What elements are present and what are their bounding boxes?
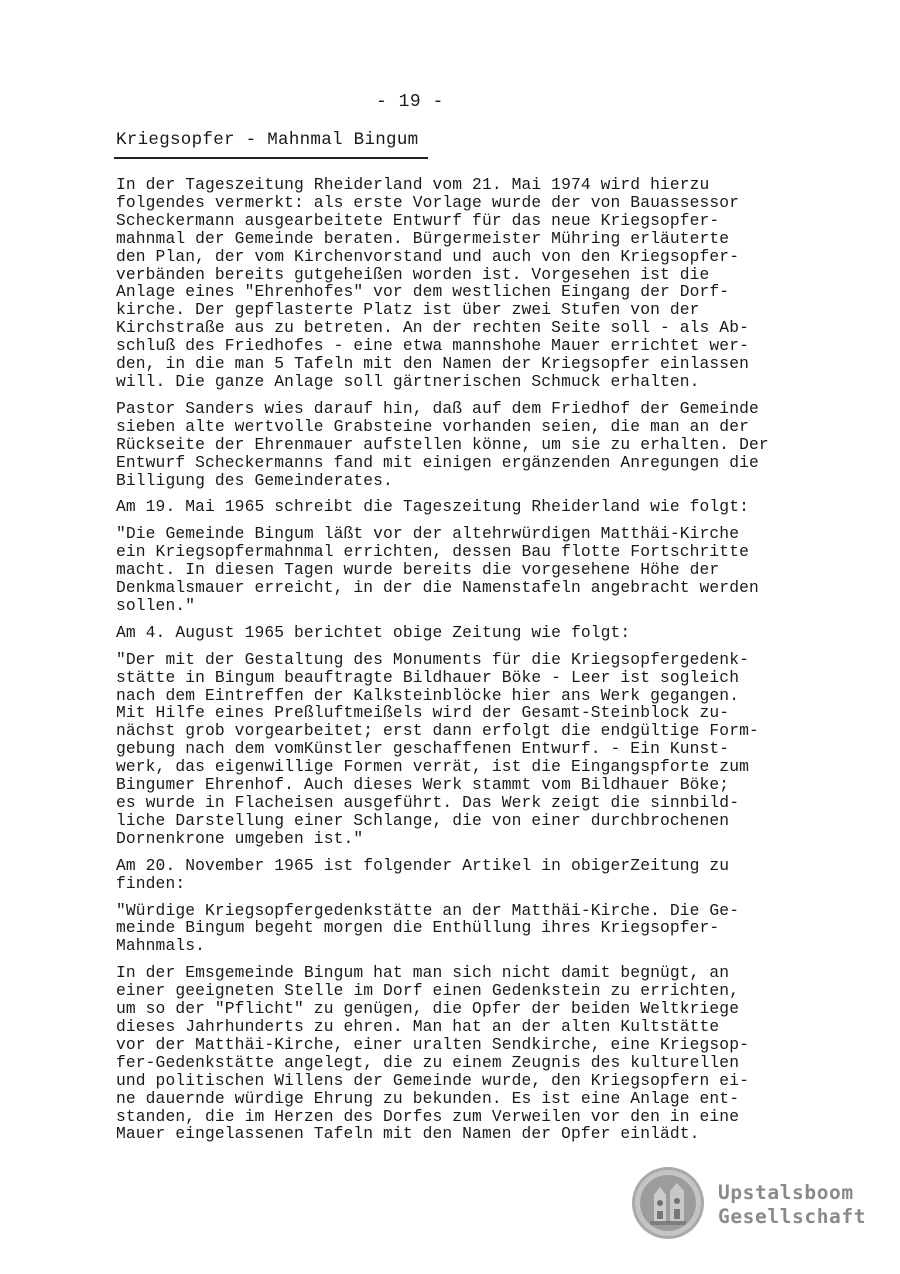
heading-underline xyxy=(114,157,428,159)
seal-icon xyxy=(630,1165,706,1241)
watermark-text xyxy=(718,1181,866,1229)
upstalsboom-watermark xyxy=(630,1163,892,1243)
paragraph-8: "Würdige Kriegsopfergedenkstätte an der Matthäi-Kirche. Die Ge- meinde Bingum begeht morgen die Enthüllung ihres Kriegsopfer- Mahnmals. xyxy=(116,900,740,956)
body-text xyxy=(116,176,816,1152)
page-heading: Kriegsopfer - Mahnmal Bingum xyxy=(116,130,419,150)
paragraph-1: In der Tageszeitung Rheiderland vom 21. Mai 1974 wird hierzu folgendes vermerkt: als erste Vorlage wurde der von Bauassessor Scheckermann ausgearbeitete Entwurf für das neue Kriegsopfer- mahnmal der Gemeinde beraten. Bürgermeister Mühring erläuterte den Plan, der vom Kirchenvorstand und auch von den Kriegsopfer- verbänden bereits gutgeheißen worden ist. Vorgesehen ist die Anlage eines "Ehrenhofes" vor dem westlichen Eingang der Dorf- kirche. Der gepflasterte Platz ist über zwei Stufen von der Kirchstraße aus zu betreten. An der rechten Seite soll - als Ab- schluß des Friedhofes - eine etwa mannshohe Mauer errichtet wer- den, in die man 5 Tafeln mit den Namen der Kriegsopfer einlassen will. Die ganze Anlage soll gärtnerischen Schmuck erhalten. xyxy=(116,175,749,391)
paragraph-5: Am 4. August 1965 berichtet obige Zeitung wie folgt: xyxy=(116,622,631,642)
watermark-line-1: Upstalsboom xyxy=(718,1181,854,1204)
page-number: - 19 - xyxy=(376,92,444,112)
paragraph-6: "Der mit der Gestaltung des Monuments für die Kriegsopfergedenk- stätte in Bingum beauftragte Bildhauer Böke - Leer ist sogleich nach dem Eintreffen der Kalksteinblöcke hier ans Werk gegangen. Mit Hilfe eines Preßluftmeißels wird der Gesamt-Steinblock zu- nächst grob vorgearbeitet; erst dann erfolgt die endgültige Form- gebung nach dem vomKünstler geschaffenen Entwurf. - Ein Kunst- werk, das eigenwillige Formen verrät, ist die Eingangspforte zum Bingumer Ehrenhof. Auch dieses Werk stammt vom Bildhauer Böke; es wurde in Flacheisen ausgeführt. Das Werk zeigt die sinnbild- liche Darstellung einer Schlange, die von einer durchbrochenen Dornenkrone umgeben ist." xyxy=(116,649,759,848)
paragraph-9: In der Emsgemeinde Bingum hat man sich nicht damit begnügt, an einer geeigneten Stelle im Dorf einen Gedenkstein zu errichten, um so der "Pflicht" zu genügen, die Opfer der beiden Weltkriege dieses Jahrhunderts zu ehren. Man hat an der alten Kultstätte vor der Matthäi-Kirche, einer uralten Sendkirche, eine Kriegsop- fer-Gedenkstätte angelegt, die zu einem Zeugnis des kulturellen und politischen Willens der Gemeinde wurde, den Kriegsopfern ei- ne dauernde würdige Ehrung zu bekunden. Es ist eine Anlage ent- standen, die im Herzen des Dorfes zum Verweilen vor den in eine Mauer eingelassenen Tafeln mit den Namen der Opfer einlädt. xyxy=(116,963,749,1144)
watermark-line-2: Gesellschaft xyxy=(718,1205,867,1228)
paragraph-2: Pastor Sanders wies darauf hin, daß auf dem Friedhof der Gemeinde sieben alte wertvolle Grabsteine vorhanden seien, die man an der Rückseite der Ehrenmauer aufstellen könne, um sie zu erhalten. Der Entwurf Scheckermanns fand mit einigen ergänzenden Anregungen die Billigung des Gemeinderates. xyxy=(116,398,769,490)
paragraph-4: "Die Gemeinde Bingum läßt vor der altehrwürdigen Matthäi-Kirche ein Kriegsopfermahnmal errichten, dessen Bau flotte Fortschritte macht. In diesen Tagen wurde bereits die vorgesehene Höhe der Denkmalsmauer erreicht, in der die Namenstafeln angebracht werden sollen." xyxy=(116,524,759,615)
paragraph-3: Am 19. Mai 1965 schreibt die Tageszeitung Rheiderland wie folgt: xyxy=(116,497,749,517)
paragraph-7: Am 20. November 1965 ist folgender Artikel in obigerZeitung zu finden: xyxy=(116,855,730,893)
